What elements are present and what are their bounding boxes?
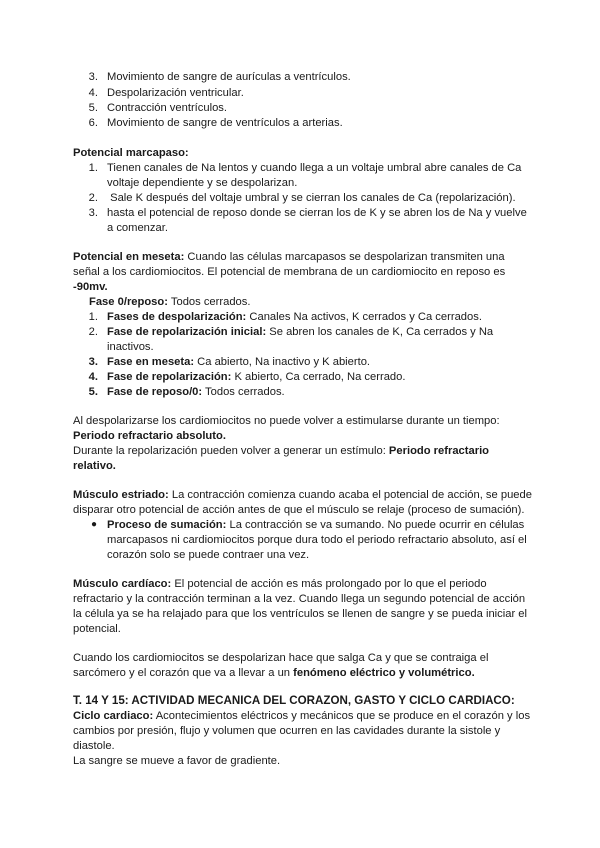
bullet-label: Proceso de sumación: <box>107 519 227 531</box>
paragraph-line: potencial. <box>73 623 121 635</box>
phase-label: Fase en meseta: <box>107 356 195 368</box>
list-item-continuation: a comenzar. <box>107 222 168 234</box>
phase-text: Canales Na activos, K cerrados y Ca cerrados. <box>246 311 482 323</box>
phase-label: Fase 0/reposo: <box>89 296 168 308</box>
phase-item <box>107 385 285 399</box>
paragraph-line <box>73 666 475 680</box>
phase-continuation: inactivos. <box>107 341 154 353</box>
phase-label: Fases de despolarización: <box>107 311 247 323</box>
paragraph-line <box>73 577 487 591</box>
paragraph-text: El potencial de acción es más prolongado por lo que el periodo <box>171 578 487 590</box>
chapter-title: T. 14 Y 15: ACTIVIDAD MECANICA DEL CORAZON, GASTO Y CICLO CARDIACO: <box>73 694 515 707</box>
section-heading: Potencial marcapaso: <box>73 147 189 159</box>
list-number: 2. <box>88 326 98 338</box>
bullet-continuation: corazón solo se puede contraer una vez. <box>107 549 310 561</box>
list-item: Movimiento de sangre de aurículas a ventrículos. <box>107 71 351 83</box>
list-number: 1. <box>88 311 98 323</box>
paragraph-text: Durante la repolarización pueden volver a generar un estímulo: <box>73 445 389 457</box>
list-item: Contracción ventrículos. <box>107 102 228 114</box>
phase-text: Todos cerrados. <box>167 296 251 308</box>
phase-text: Ca abierto, Na inactivo y K abierto. <box>194 356 371 368</box>
list-number: 2. <box>88 192 98 204</box>
list-item: hasta el potencial de reposo donde se cierran los de K y se abren los de Na y vuelve <box>107 207 527 219</box>
phase-item <box>107 355 370 369</box>
phase-text: Se abren los canales de K, Ca cerrados y Na <box>266 326 494 338</box>
list-item: Tienen canales de Na lentos y cuando llega a un voltaje umbral abre canales de Ca <box>107 162 522 174</box>
term-relativo: Periodo refractario <box>388 445 490 457</box>
paragraph-line: refractario y la contracción terminan a la vez. Cuando llega un segundo potencial de acción <box>73 593 526 605</box>
list-number: 1. <box>88 162 98 174</box>
paragraph-text: Acontecimientos eléctricos y mecánicos que se produce en el corazón y los <box>153 710 531 722</box>
list-number: 3. <box>88 356 98 368</box>
paragraph-text: Cuando las células marcapasos se despolarizan transmiten una <box>184 251 505 263</box>
phase-item <box>107 310 482 324</box>
membrane-value: -90mv. <box>73 281 108 293</box>
paragraph-text: La contracción comienza cuando acaba el potencial de acción, se puede <box>168 489 532 501</box>
list-number: 3. <box>88 71 98 83</box>
list-item: Movimiento de sangre de ventrículos a arterias. <box>107 117 343 129</box>
phase-text: K abierto, Ca cerrado, Na cerrado. <box>231 371 406 383</box>
list-item: Sale K después del voltaje umbral y se cierran los canales de Ca (repolarización). <box>107 192 516 204</box>
list-number: 4. <box>88 87 98 99</box>
list-item-continuation: voltaje dependiente y se despolarizan. <box>107 177 298 189</box>
section-heading: Músculo estriado: <box>73 489 169 501</box>
list-number: 5. <box>88 102 98 114</box>
fase0-line <box>89 295 250 309</box>
paragraph-line: diastole. <box>73 740 115 752</box>
paragraph-line: señal a los cardiomiocitos. El potencial de membrana de un cardiomiocito en reposo es <box>73 266 506 278</box>
paragraph-line: disparar otro potencial de acción antes de que el músculo se relaje (proceso de sumación). <box>73 504 525 516</box>
section-heading: Ciclo cardiaco: <box>73 710 154 722</box>
paragraph-line <box>73 250 505 264</box>
paragraph-line: cambios por presión, flujo y volumen que ocurren en las cavidades durante la sistole y <box>73 725 501 737</box>
phase-label: Fase de reposo/0: <box>107 386 203 398</box>
paragraph-line: La sangre se mueve a favor de gradiente. <box>73 755 281 767</box>
phase-label: Fase de repolarización: <box>107 371 232 383</box>
bullet-continuation: marcapasos ni cardiomiocitos porque dura todo el periodo refractario absoluto, así el <box>107 534 527 546</box>
list-number: 6. <box>88 117 98 129</box>
list-number: 3. <box>88 207 98 219</box>
bullet-icon: ● <box>91 519 98 530</box>
list-number: 5. <box>88 386 98 398</box>
list-item: Despolarización ventricular. <box>107 87 244 99</box>
bullet-text: La contracción se va sumando. No puede ocurrir en células <box>226 519 525 531</box>
paragraph-text: sarcómero y el corazón que va a llevar a un <box>73 667 294 679</box>
paragraph-line <box>73 488 532 502</box>
section-heading: Potencial en meseta: <box>73 251 185 263</box>
phase-text: Todos cerrados. <box>202 386 285 398</box>
term-absoluto: Periodo refractario absoluto. <box>73 430 226 442</box>
paragraph-line: Al despolarizarse los cardiomiocitos no puede volver a estimularse durante un tiempo: <box>73 415 500 427</box>
section-heading: Músculo cardíaco: <box>73 578 172 590</box>
phase-item <box>107 370 405 384</box>
paragraph-line <box>73 709 530 723</box>
paragraph-line: Cuando los cardiomiocitos se despolarizan hace que salga Ca y que se contraiga el <box>73 652 489 664</box>
paragraph-line: la célula ya se ha relajado para que los ventrículos se llenen de sangre y se pueda iniciar el <box>73 608 527 620</box>
bold-term: fenómeno eléctrico y volumétrico. <box>293 667 475 679</box>
paragraph-line <box>73 444 489 458</box>
term-relativo-cont: relativo. <box>73 460 116 472</box>
phase-label: Fase de repolarización inicial: <box>107 326 267 338</box>
phase-item <box>107 325 493 339</box>
list-number: 4. <box>88 371 98 383</box>
bullet-item <box>107 518 524 532</box>
